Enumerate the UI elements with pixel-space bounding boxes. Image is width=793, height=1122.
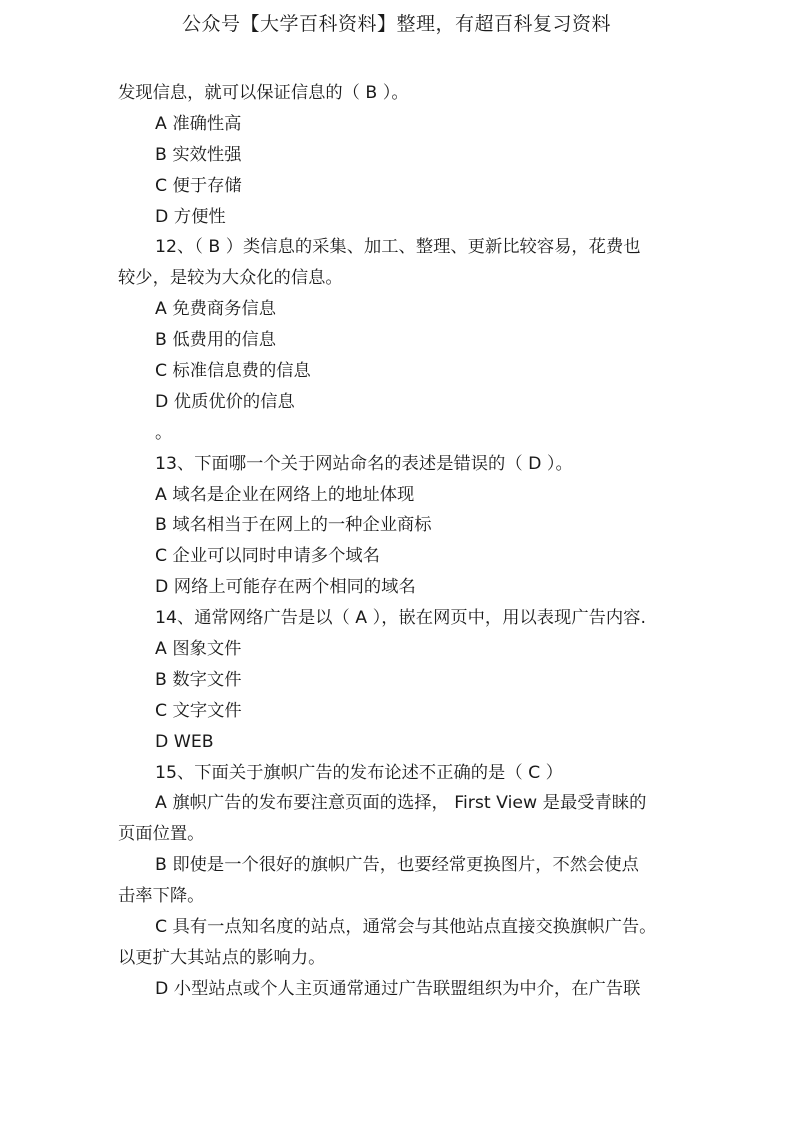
document-body [118,78,678,1005]
page-header: 公众号【大学百科资料】整理，有超百科复习资料 [181,13,611,35]
text-line: 以更扩大其站点的影响力。 [118,947,326,968]
text-line: 较少，是较为大众化的信息。 [118,268,343,289]
text-line: 页面位置。 [118,824,205,845]
text-line: A 旗帜广告的发布要注意页面的选择， First View 是最受青睐的 [155,793,647,814]
text-line: B 即使是一个很好的旗帜广告，也要经常更换图片，不然会使点 [155,855,639,876]
text-line: C 企业可以同时申请多个域名 [155,546,380,567]
text-line: D 优质优价的信息 [155,391,295,412]
text-line: B 域名相当于在网上的一种企业商标 [155,515,432,536]
text-line: 发现信息，就可以保证信息的（ B ）。 [118,83,409,103]
text-line: D 小型站点或个人主页通常通过广告联盟组织为中介，在广告联 [155,978,641,999]
text-line: D 网络上可能存在两个相同的域名 [155,577,416,598]
text-line: 13、下面哪一个关于网站命名的表述是错误的（ D ）。 [155,453,573,474]
text-line: A 域名是企业在网络上的地址体现 [155,484,415,505]
text-line: B 实效性强 [155,144,242,165]
text-line: C 具有一点知名度的站点，通常会与其他站点直接交换旗帜广告。 [155,917,657,938]
text-line: D 方便性 [155,206,226,227]
text-line: 击率下降。 [118,886,205,907]
text-line: 12、（ B ）类信息的采集、加工、整理、更新比较容易，花费也 [155,237,641,258]
text-line: 15、下面关于旗帜广告的发布论述不正确的是（ C ） [155,762,563,783]
text-line: A 图象文件 [155,639,242,660]
text-line: 14、通常网络广告是以（ A ），嵌在网页中，用以表现广告内容. [155,608,646,629]
text-line: B 低费用的信息 [155,330,277,351]
text-line: B 数字文件 [155,669,242,690]
text-line: C 标准信息费的信息 [155,361,311,382]
text-line: C 便于存储 [155,175,242,196]
text-line: D WEB [155,731,214,752]
text-line: 。 [155,422,173,443]
text-line: A 免费商务信息 [155,299,277,320]
text-line: C 文字文件 [155,700,242,721]
text-line: A 准确性高 [155,113,242,134]
